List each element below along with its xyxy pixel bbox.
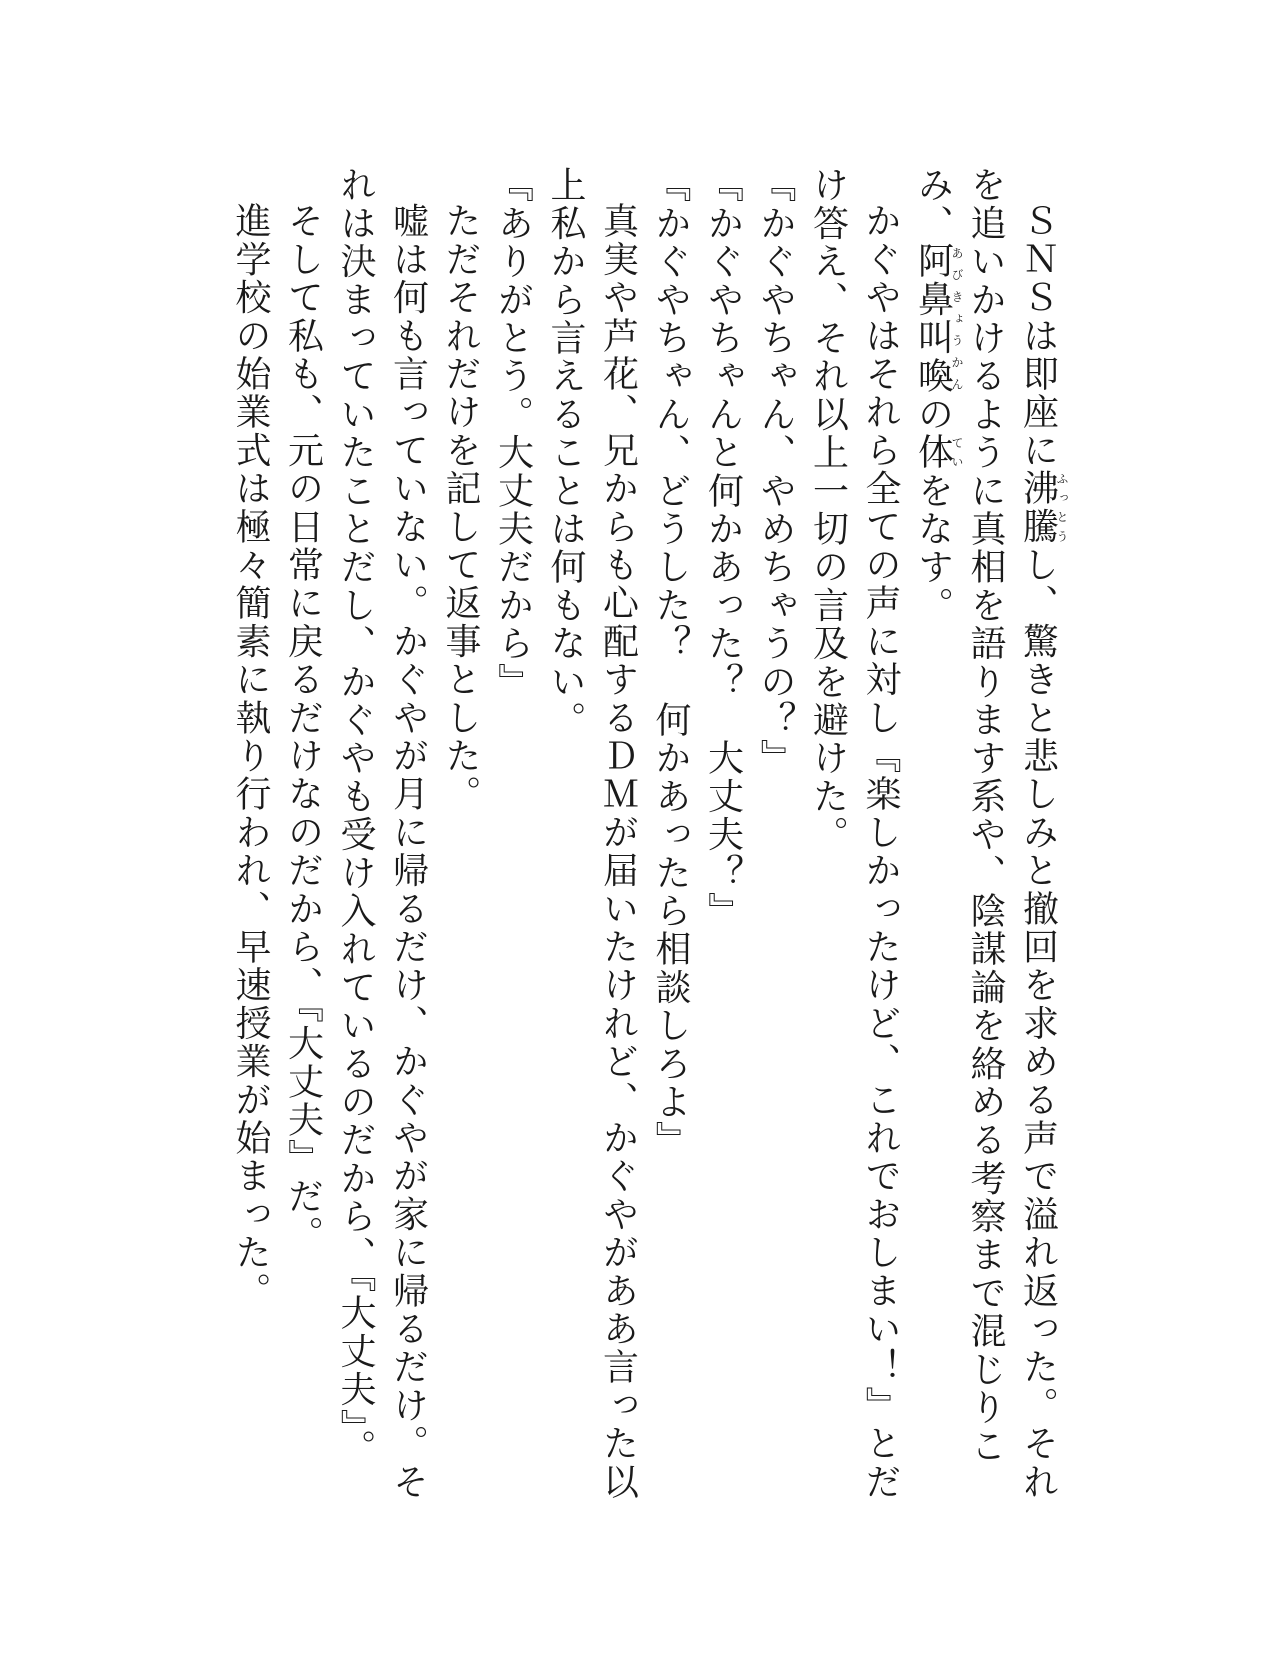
paragraph — [539, 166, 644, 1506]
text-run: ＳＮＳは即座に — [1017, 202, 1059, 470]
text-run: ただそれだけを記して返事とした。 — [440, 202, 481, 814]
text-run: 嘘は何も言っていない。かぐやが月に帰るだけ、かぐやが家に帰るだけ。それは決まっていたことだし、かぐやも受け入れているのだから、『大丈夫』。 — [335, 166, 429, 1501]
paragraph — [224, 166, 277, 1506]
ruby-word — [912, 242, 964, 396]
ruby-base: 阿鼻叫喚 — [912, 242, 954, 396]
text-run: かぐやはそれら全ての声に対し『楽しかったけど、これでおしまい！』とだけ答え、それ以上一切の言及を避けた。 — [807, 166, 901, 1501]
text-run: をなす。 — [912, 471, 954, 625]
vertical-text-body — [224, 166, 1069, 1506]
text-run: 『かぐやちゃん、やめちゃうの？』 — [755, 166, 796, 778]
ruby-base: 沸騰 — [1017, 469, 1059, 546]
ruby-word — [1017, 469, 1069, 546]
text-run: し、驚きと悲しみと撤回を求める声で溢れ返った。それを追いかけるように真相を語ります系や、陰謀論を絡める考察まで混じりこみ、 — [912, 166, 1059, 1501]
text-run: 真実や芦花、兄からも心配するＤＭが届いたけれど、かぐやがああ言った以上私から言えることは何もない。 — [545, 166, 639, 1501]
text-run: の — [912, 395, 954, 434]
paragraph — [486, 166, 539, 1506]
paragraph — [696, 166, 749, 1506]
text-run: 進学校の始業式は極々簡素に執り行われ、早速授業が始まった。 — [230, 202, 271, 1310]
paragraph — [644, 166, 697, 1506]
text-run: 『ありがとう。大丈夫だから』 — [492, 166, 534, 701]
text-run: 『かぐやちゃん、どうした？ 何かあったら相談しろよ』 — [650, 166, 691, 1160]
ruby-base: 体 — [912, 433, 954, 472]
text-run: そして私も、元の日常に戻るだけなのだから、『大丈夫』だ。 — [282, 202, 324, 1254]
ruby-reading: てい — [950, 433, 964, 472]
paragraph — [329, 166, 434, 1506]
ruby-reading: ふっとう — [1055, 469, 1069, 546]
paragraph — [276, 166, 329, 1506]
paragraph — [906, 166, 1068, 1506]
text-run: 『かぐやちゃんと何かあった？ 大丈夫？』 — [702, 166, 744, 930]
paragraph — [801, 166, 906, 1506]
ruby-reading: あびきょうかん — [950, 242, 964, 396]
paragraph — [434, 166, 487, 1506]
paragraph — [749, 166, 802, 1506]
ruby-word — [912, 433, 964, 472]
